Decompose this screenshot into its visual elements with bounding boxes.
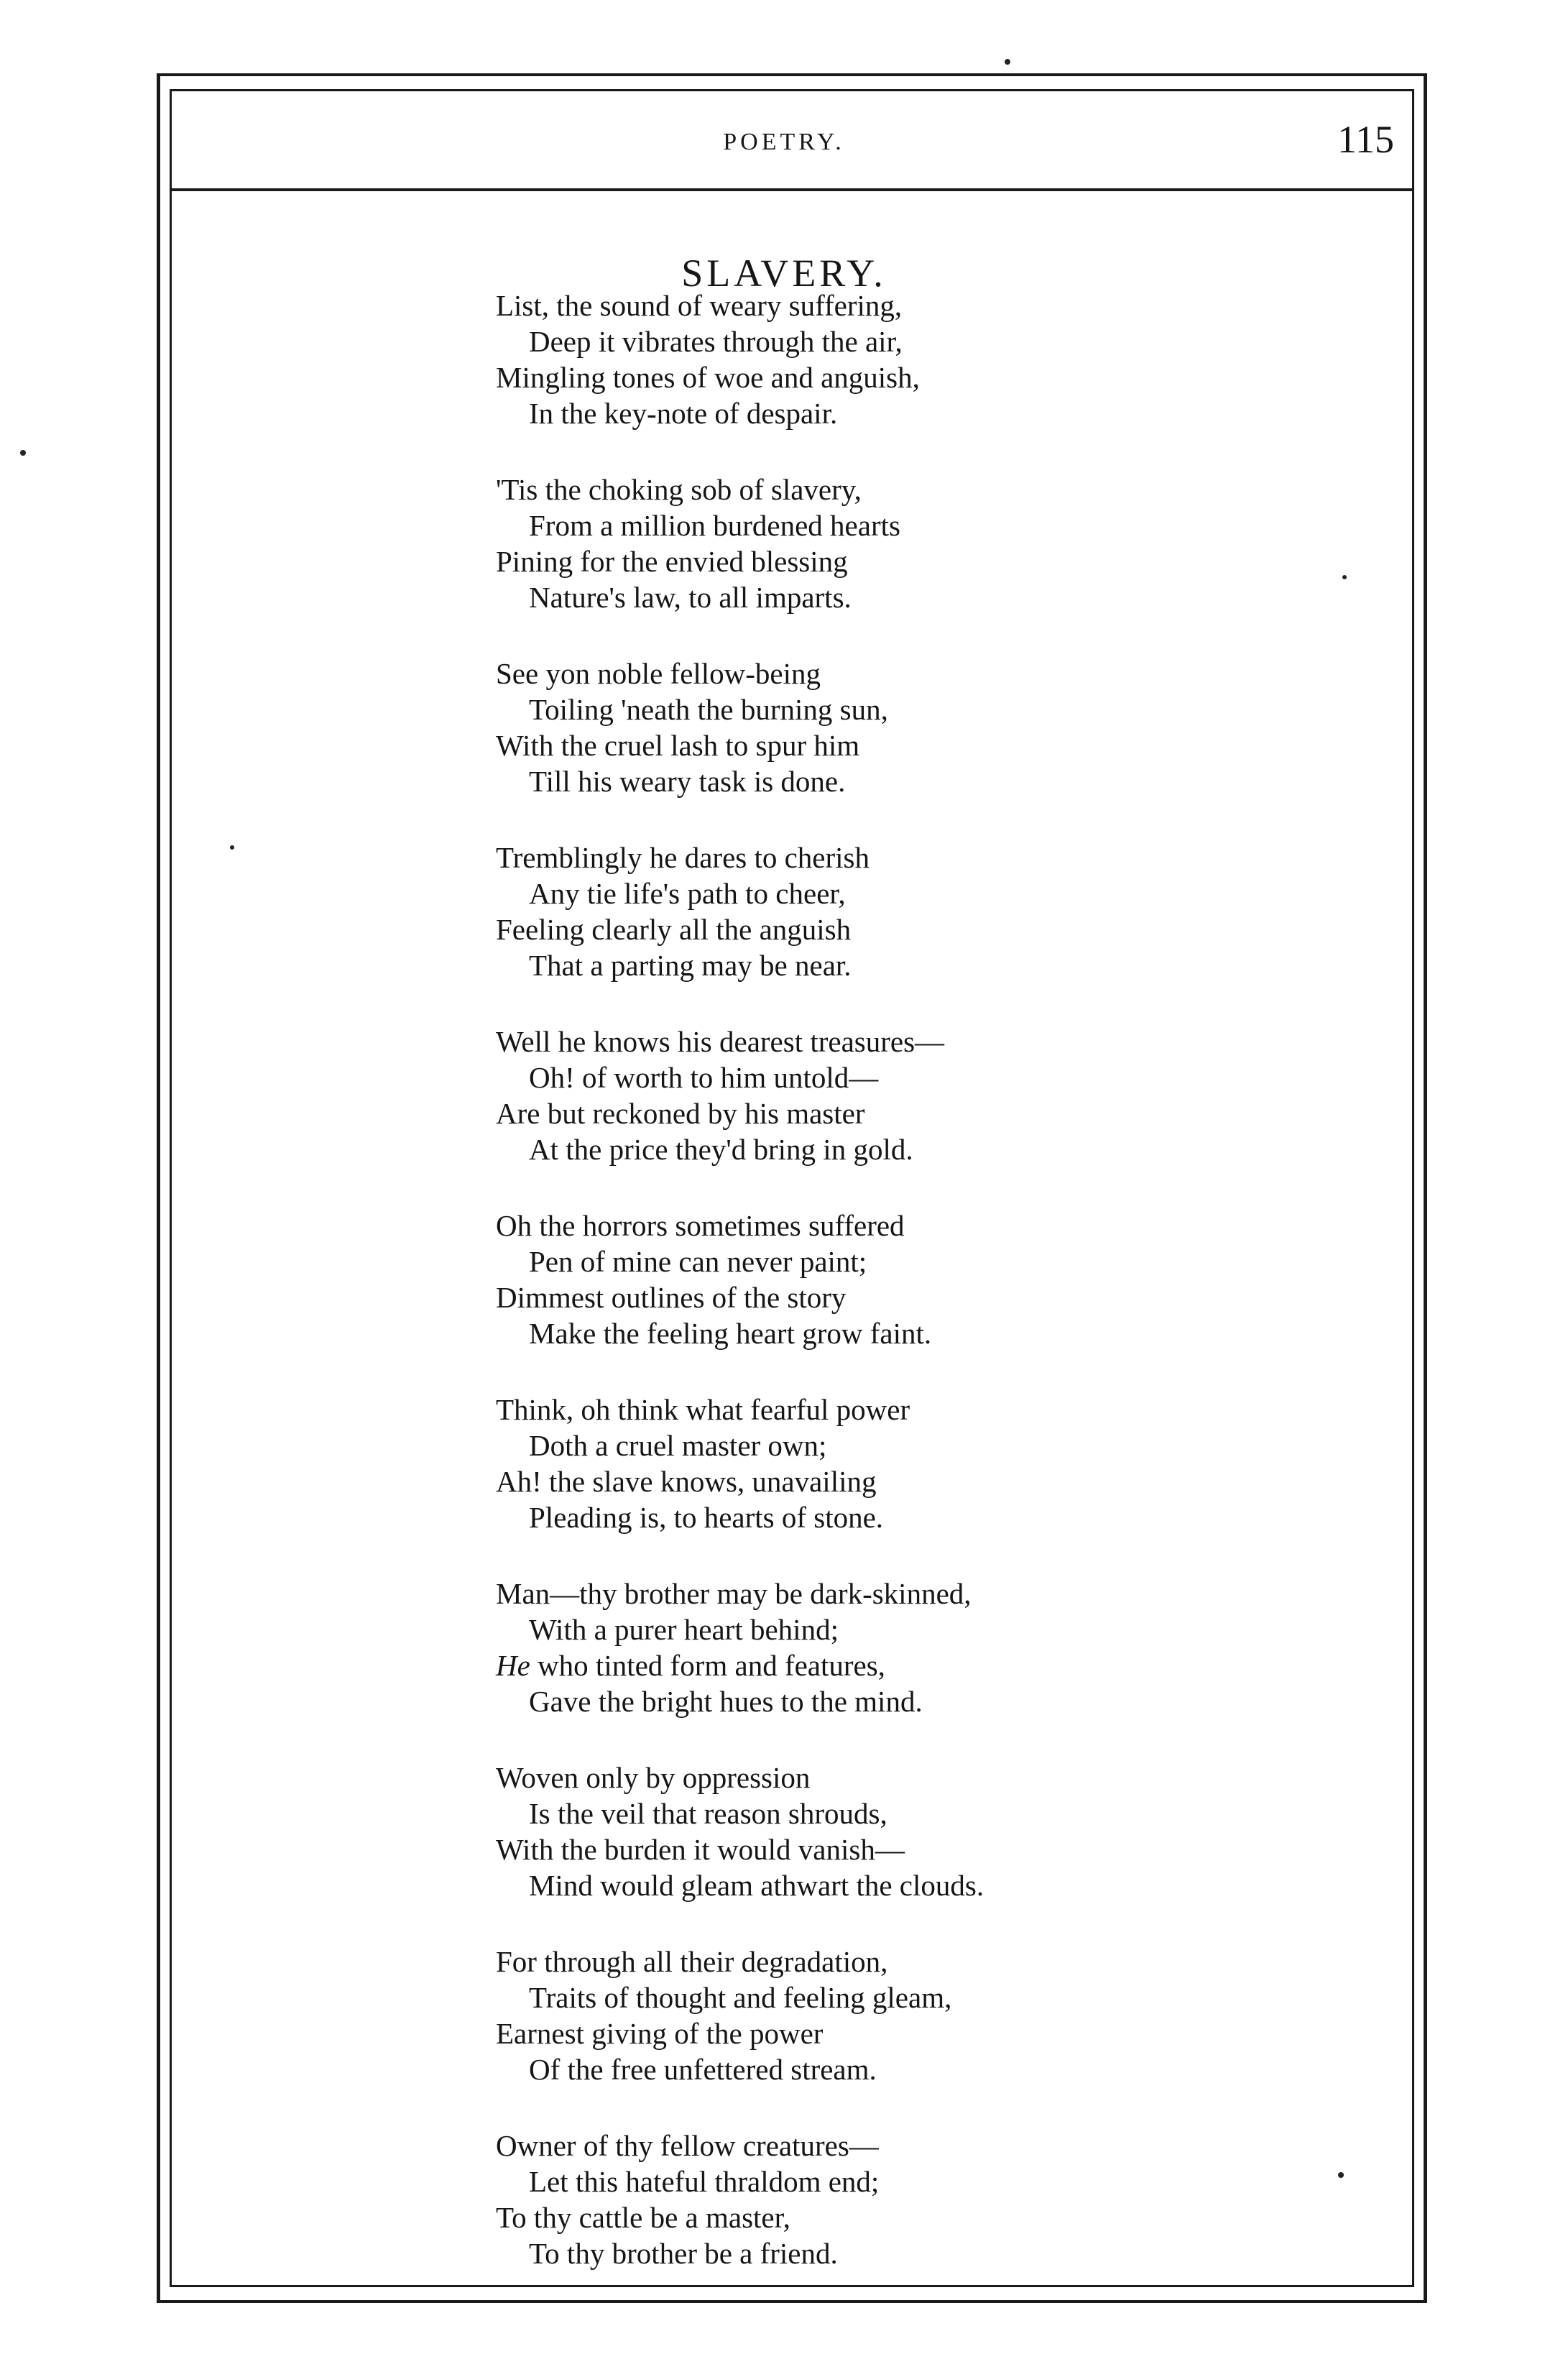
- poem-line: Pining for the envied blessing: [496, 545, 848, 578]
- poem-line: Tremblingly he dares to cherish: [496, 841, 870, 874]
- poem-line: Gave the bright hues to the mind.: [529, 1685, 923, 1718]
- poem-title: SLAVERY.: [681, 252, 887, 295]
- poem-line: Think, oh think what fearful power: [496, 1393, 910, 1426]
- poem-line: To thy brother be a friend.: [529, 2237, 838, 2270]
- stanza: [496, 1024, 1358, 1167]
- stanza: [496, 288, 1358, 431]
- poem-line: Woven only by oppression: [496, 1761, 811, 1794]
- poem-line: That a parting may be near.: [529, 949, 852, 982]
- poem-line: Man—thy brother may be dark-skinned,: [496, 1577, 972, 1610]
- poem-line: See yon noble fellow-being: [496, 657, 821, 690]
- poem-line: 'Tis the choking sob of slavery,: [496, 473, 862, 506]
- poem-line: Nature's law, to all imparts.: [529, 581, 852, 614]
- stanza: [496, 1392, 1358, 1535]
- poem-line: Dimmest outlines of the story: [496, 1281, 847, 1314]
- poem-line-rest: who tinted form and features,: [538, 1649, 885, 1682]
- poem-line: In the key-note of despair.: [529, 397, 838, 430]
- poem-line: Toiling 'neath the burning sun,: [529, 693, 888, 726]
- poem-line: Mind would gleam athwart the clouds.: [529, 1869, 984, 1902]
- poem-line: Of the free unfettered stream.: [529, 2053, 877, 2086]
- stanza: [496, 472, 1358, 615]
- poem-line: With the burden it would vanish—: [496, 1833, 905, 1866]
- poem-line: Oh the horrors sometimes suffered: [496, 1209, 905, 1242]
- poem-line: To thy cattle be a master,: [496, 2201, 790, 2234]
- poem-line: From a million burdened hearts: [529, 509, 900, 542]
- poem-line: Is the veil that reason shrouds,: [529, 1797, 887, 1830]
- header-rule: [172, 188, 1412, 191]
- poem-line: Deep it vibrates through the air,: [529, 325, 903, 358]
- page-number: 115: [1337, 118, 1394, 161]
- scan-speck: [1338, 2172, 1344, 2178]
- poem-line: Feeling clearly all the anguish: [496, 913, 852, 946]
- poem-line: For through all their degradation,: [496, 1945, 888, 1978]
- poem-line: Oh! of worth to him untold—: [529, 1061, 879, 1094]
- scan-speck: [20, 450, 26, 456]
- poem-line: Traits of thought and feeling gleam,: [529, 1981, 952, 2014]
- poem-line: Mingling tones of woe and anguish,: [496, 361, 920, 394]
- poem-body: [496, 288, 1358, 2312]
- stanza: [496, 840, 1358, 983]
- poem-line: List, the sound of weary suffering,: [496, 289, 903, 322]
- poem-line: [496, 1647, 1358, 1683]
- scan-speck: [230, 845, 234, 850]
- poem-line: Doth a cruel master own;: [529, 1429, 827, 1462]
- poem-line: Owner of thy fellow creatures—: [496, 2129, 879, 2162]
- poem-line: Well he knows his dearest treasures—: [496, 1025, 945, 1058]
- poem-line: With the cruel lash to spur him: [496, 729, 860, 762]
- stanza: [496, 1760, 1358, 1903]
- stanza: [496, 1208, 1358, 1351]
- stanza: [496, 2128, 1358, 2271]
- poem-line: Make the feeling heart grow faint.: [529, 1317, 932, 1350]
- poem-line: With a purer heart behind;: [529, 1613, 839, 1646]
- poem-line: At the price they'd bring in gold.: [529, 1133, 913, 1166]
- italic-lead-word: He: [496, 1649, 530, 1682]
- running-head: POETRY.: [723, 129, 845, 155]
- poem-line: Are but reckoned by his master: [496, 1097, 865, 1130]
- stanza: [496, 656, 1358, 799]
- poem-line: Any tie life's path to cheer,: [529, 877, 846, 910]
- poem-line: Till his weary task is done.: [529, 765, 846, 798]
- poem-line: Ah! the slave knows, unavailing: [496, 1465, 877, 1498]
- stanza: [496, 1576, 1358, 1719]
- poem-line: Earnest giving of the power: [496, 2017, 824, 2050]
- stanza: [496, 1944, 1358, 2087]
- poem-line: Pen of mine can never paint;: [529, 1245, 867, 1278]
- scan-speck: [1342, 575, 1347, 579]
- poem-line: Pleading is, to hearts of stone.: [529, 1501, 884, 1534]
- poem-line: Let this hateful thraldom end;: [529, 2165, 880, 2198]
- scan-speck: [1005, 59, 1010, 65]
